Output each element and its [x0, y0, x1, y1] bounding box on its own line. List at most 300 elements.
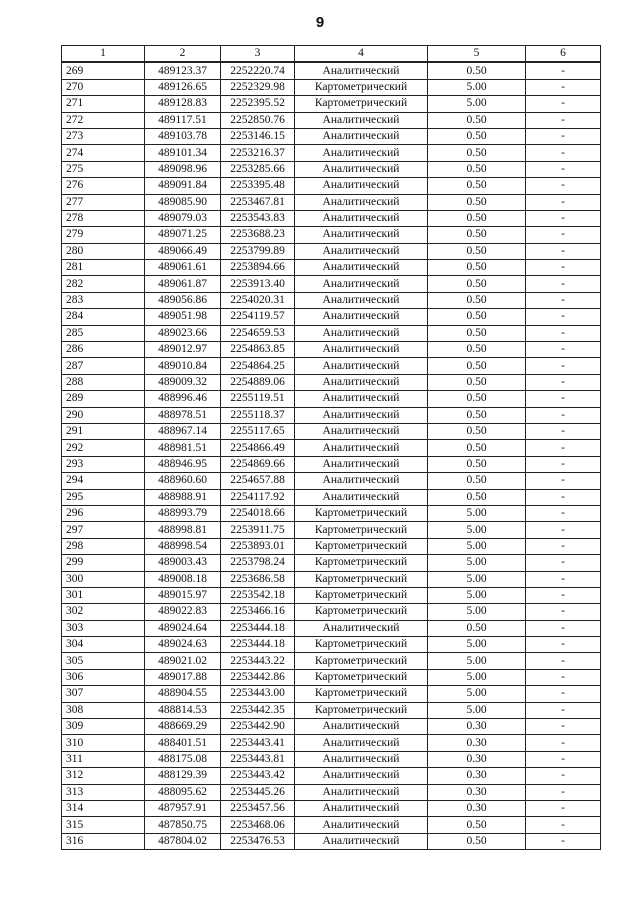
method-cell: Картометрический [295, 637, 428, 653]
method-cell: Аналитический [295, 292, 428, 308]
method-cell: Аналитический [295, 784, 428, 800]
x-coordinate-cell: 487850.75 [145, 817, 221, 833]
point-number-cell: 271 [62, 96, 145, 112]
note-cell: - [526, 571, 601, 587]
x-coordinate-cell: 489126.65 [145, 79, 221, 95]
y-coordinate-cell: 2253443.00 [221, 686, 295, 702]
point-number-cell: 283 [62, 292, 145, 308]
note-cell: - [526, 112, 601, 128]
point-number-cell: 305 [62, 653, 145, 669]
point-number-cell: 312 [62, 768, 145, 784]
method-cell: Аналитический [295, 735, 428, 751]
table-row [62, 686, 601, 702]
y-coordinate-cell: 2253443.42 [221, 768, 295, 784]
point-number-cell: 294 [62, 473, 145, 489]
x-coordinate-cell: 489021.02 [145, 653, 221, 669]
method-cell: Аналитический [295, 210, 428, 226]
method-cell: Аналитический [295, 374, 428, 390]
y-coordinate-cell: 2253443.41 [221, 735, 295, 751]
method-cell: Аналитический [295, 260, 428, 276]
x-coordinate-cell: 488993.79 [145, 505, 221, 521]
note-cell: - [526, 489, 601, 505]
table-row [62, 243, 601, 259]
accuracy-cell: 0.50 [428, 62, 526, 79]
table-row [62, 538, 601, 554]
table-row [62, 653, 601, 669]
method-cell: Картометрический [295, 686, 428, 702]
point-number-cell: 281 [62, 260, 145, 276]
point-number-cell: 303 [62, 620, 145, 636]
point-number-cell: 291 [62, 423, 145, 439]
y-coordinate-cell: 2253467.81 [221, 194, 295, 210]
point-number-cell: 288 [62, 374, 145, 390]
column-header: 2 [145, 46, 221, 63]
x-coordinate-cell: 489061.87 [145, 276, 221, 292]
method-cell: Аналитический [295, 456, 428, 472]
method-cell: Аналитический [295, 227, 428, 243]
point-number-cell: 279 [62, 227, 145, 243]
table-body [62, 62, 601, 849]
accuracy-cell: 0.50 [428, 440, 526, 456]
note-cell: - [526, 522, 601, 538]
table-row [62, 620, 601, 636]
y-coordinate-cell: 2255119.51 [221, 391, 295, 407]
accuracy-cell: 5.00 [428, 669, 526, 685]
y-coordinate-cell: 2253893.01 [221, 538, 295, 554]
point-number-cell: 293 [62, 456, 145, 472]
note-cell: - [526, 227, 601, 243]
point-number-cell: 272 [62, 112, 145, 128]
accuracy-cell: 0.50 [428, 227, 526, 243]
table-row [62, 325, 601, 341]
point-number-cell: 295 [62, 489, 145, 505]
note-cell: - [526, 555, 601, 571]
table-row [62, 128, 601, 144]
y-coordinate-cell: 2253911.75 [221, 522, 295, 538]
point-number-cell: 300 [62, 571, 145, 587]
accuracy-cell: 0.50 [428, 358, 526, 374]
method-cell: Аналитический [295, 161, 428, 177]
y-coordinate-cell: 2253146.15 [221, 128, 295, 144]
table-row [62, 587, 601, 603]
table-row [62, 292, 601, 308]
table-row [62, 62, 601, 79]
x-coordinate-cell: 489003.43 [145, 555, 221, 571]
x-coordinate-cell: 489071.25 [145, 227, 221, 243]
method-cell: Аналитический [295, 276, 428, 292]
table-row [62, 112, 601, 128]
method-cell: Аналитический [295, 489, 428, 505]
x-coordinate-cell: 489098.96 [145, 161, 221, 177]
table-row [62, 407, 601, 423]
x-coordinate-cell: 489017.88 [145, 669, 221, 685]
accuracy-cell: 0.50 [428, 620, 526, 636]
method-cell: Аналитический [295, 768, 428, 784]
note-cell: - [526, 292, 601, 308]
y-coordinate-cell: 2252220.74 [221, 62, 295, 79]
method-cell: Аналитический [295, 62, 428, 79]
method-cell: Аналитический [295, 391, 428, 407]
table-row [62, 473, 601, 489]
note-cell: - [526, 145, 601, 161]
x-coordinate-cell: 489061.61 [145, 260, 221, 276]
y-coordinate-cell: 2253799.89 [221, 243, 295, 259]
point-number-cell: 292 [62, 440, 145, 456]
point-number-cell: 285 [62, 325, 145, 341]
note-cell: - [526, 210, 601, 226]
note-cell: - [526, 276, 601, 292]
x-coordinate-cell: 489015.97 [145, 587, 221, 603]
method-cell: Аналитический [295, 407, 428, 423]
note-cell: - [526, 96, 601, 112]
x-coordinate-cell: 488814.53 [145, 702, 221, 718]
method-cell: Аналитический [295, 719, 428, 735]
accuracy-cell: 0.50 [428, 243, 526, 259]
accuracy-cell: 5.00 [428, 653, 526, 669]
point-number-cell: 299 [62, 555, 145, 571]
method-cell: Аналитический [295, 440, 428, 456]
method-cell: Картометрический [295, 538, 428, 554]
table-row [62, 145, 601, 161]
note-cell: - [526, 768, 601, 784]
point-number-cell: 276 [62, 178, 145, 194]
x-coordinate-cell: 488904.55 [145, 686, 221, 702]
table-row [62, 522, 601, 538]
y-coordinate-cell: 2253395.48 [221, 178, 295, 194]
y-coordinate-cell: 2254119.57 [221, 309, 295, 325]
method-cell: Картометрический [295, 505, 428, 521]
accuracy-cell: 5.00 [428, 571, 526, 587]
x-coordinate-cell: 489117.51 [145, 112, 221, 128]
accuracy-cell: 5.00 [428, 96, 526, 112]
accuracy-cell: 0.30 [428, 768, 526, 784]
note-cell: - [526, 784, 601, 800]
note-cell: - [526, 800, 601, 816]
column-header: 5 [428, 46, 526, 63]
x-coordinate-cell: 488669.29 [145, 719, 221, 735]
y-coordinate-cell: 2253443.81 [221, 751, 295, 767]
x-coordinate-cell: 488981.51 [145, 440, 221, 456]
column-header: 4 [295, 46, 428, 63]
accuracy-cell: 0.30 [428, 800, 526, 816]
accuracy-cell: 0.50 [428, 391, 526, 407]
accuracy-cell: 5.00 [428, 702, 526, 718]
note-cell: - [526, 62, 601, 79]
method-cell: Аналитический [295, 358, 428, 374]
table-row [62, 210, 601, 226]
point-number-cell: 313 [62, 784, 145, 800]
note-cell: - [526, 637, 601, 653]
method-cell: Аналитический [295, 342, 428, 358]
x-coordinate-cell: 489123.37 [145, 62, 221, 79]
x-coordinate-cell: 488095.62 [145, 784, 221, 800]
x-coordinate-cell: 489024.63 [145, 637, 221, 653]
note-cell: - [526, 620, 601, 636]
y-coordinate-cell: 2254866.49 [221, 440, 295, 456]
accuracy-cell: 0.50 [428, 489, 526, 505]
y-coordinate-cell: 2255117.65 [221, 423, 295, 439]
point-number-cell: 311 [62, 751, 145, 767]
table-row [62, 358, 601, 374]
x-coordinate-cell: 489066.49 [145, 243, 221, 259]
accuracy-cell: 0.30 [428, 784, 526, 800]
x-coordinate-cell: 489128.83 [145, 96, 221, 112]
accuracy-cell: 0.50 [428, 194, 526, 210]
column-header: 1 [62, 46, 145, 63]
note-cell: - [526, 243, 601, 259]
point-number-cell: 287 [62, 358, 145, 374]
table-row [62, 604, 601, 620]
note-cell: - [526, 358, 601, 374]
y-coordinate-cell: 2253216.37 [221, 145, 295, 161]
point-number-cell: 301 [62, 587, 145, 603]
method-cell: Картометрический [295, 571, 428, 587]
accuracy-cell: 0.50 [428, 128, 526, 144]
x-coordinate-cell: 489012.97 [145, 342, 221, 358]
y-coordinate-cell: 2253686.58 [221, 571, 295, 587]
y-coordinate-cell: 2253894.66 [221, 260, 295, 276]
table-row [62, 342, 601, 358]
y-coordinate-cell: 2253466.16 [221, 604, 295, 620]
note-cell: - [526, 587, 601, 603]
point-number-cell: 269 [62, 62, 145, 79]
table-row [62, 276, 601, 292]
note-cell: - [526, 128, 601, 144]
accuracy-cell: 0.50 [428, 833, 526, 849]
column-header: 6 [526, 46, 601, 63]
y-coordinate-cell: 2254018.66 [221, 505, 295, 521]
note-cell: - [526, 669, 601, 685]
x-coordinate-cell: 489010.84 [145, 358, 221, 374]
table-row [62, 309, 601, 325]
table-row [62, 702, 601, 718]
method-cell: Аналитический [295, 423, 428, 439]
coordinates-table [61, 45, 601, 850]
note-cell: - [526, 407, 601, 423]
accuracy-cell: 0.50 [428, 374, 526, 390]
y-coordinate-cell: 2253442.35 [221, 702, 295, 718]
accuracy-cell: 0.50 [428, 817, 526, 833]
note-cell: - [526, 178, 601, 194]
x-coordinate-cell: 489009.32 [145, 374, 221, 390]
table-row [62, 456, 601, 472]
accuracy-cell: 5.00 [428, 538, 526, 554]
accuracy-cell: 5.00 [428, 522, 526, 538]
method-cell: Картометрический [295, 522, 428, 538]
point-number-cell: 310 [62, 735, 145, 751]
x-coordinate-cell: 489101.34 [145, 145, 221, 161]
y-coordinate-cell: 2253443.22 [221, 653, 295, 669]
y-coordinate-cell: 2254117.92 [221, 489, 295, 505]
point-number-cell: 274 [62, 145, 145, 161]
note-cell: - [526, 473, 601, 489]
table-row [62, 719, 601, 735]
accuracy-cell: 5.00 [428, 686, 526, 702]
table-row [62, 374, 601, 390]
note-cell: - [526, 161, 601, 177]
y-coordinate-cell: 2253476.53 [221, 833, 295, 849]
table-row [62, 571, 601, 587]
note-cell: - [526, 817, 601, 833]
table-row [62, 489, 601, 505]
point-number-cell: 302 [62, 604, 145, 620]
x-coordinate-cell: 488978.51 [145, 407, 221, 423]
point-number-cell: 297 [62, 522, 145, 538]
x-coordinate-cell: 489023.66 [145, 325, 221, 341]
table-row [62, 669, 601, 685]
accuracy-cell: 0.30 [428, 735, 526, 751]
table-row [62, 391, 601, 407]
accuracy-cell: 0.50 [428, 112, 526, 128]
y-coordinate-cell: 2254864.25 [221, 358, 295, 374]
point-number-cell: 286 [62, 342, 145, 358]
point-number-cell: 307 [62, 686, 145, 702]
note-cell: - [526, 604, 601, 620]
table-row [62, 735, 601, 751]
point-number-cell: 282 [62, 276, 145, 292]
table-row [62, 768, 601, 784]
note-cell: - [526, 423, 601, 439]
point-number-cell: 304 [62, 637, 145, 653]
accuracy-cell: 0.50 [428, 342, 526, 358]
y-coordinate-cell: 2253442.86 [221, 669, 295, 685]
note-cell: - [526, 751, 601, 767]
method-cell: Аналитический [295, 145, 428, 161]
table-row [62, 423, 601, 439]
note-cell: - [526, 719, 601, 735]
table-header-row [62, 46, 601, 63]
table-row [62, 194, 601, 210]
method-cell: Картометрический [295, 702, 428, 718]
note-cell: - [526, 391, 601, 407]
table-row [62, 751, 601, 767]
accuracy-cell: 0.50 [428, 276, 526, 292]
column-header: 3 [221, 46, 295, 63]
method-cell: Картометрический [295, 96, 428, 112]
note-cell: - [526, 374, 601, 390]
accuracy-cell: 0.50 [428, 456, 526, 472]
method-cell: Картометрический [295, 555, 428, 571]
accuracy-cell: 0.30 [428, 719, 526, 735]
y-coordinate-cell: 2253542.18 [221, 587, 295, 603]
table-row [62, 784, 601, 800]
accuracy-cell: 0.50 [428, 407, 526, 423]
accuracy-cell: 0.50 [428, 161, 526, 177]
table-row [62, 817, 601, 833]
x-coordinate-cell: 489008.18 [145, 571, 221, 587]
x-coordinate-cell: 489051.98 [145, 309, 221, 325]
method-cell: Аналитический [295, 178, 428, 194]
note-cell: - [526, 702, 601, 718]
y-coordinate-cell: 2254869.66 [221, 456, 295, 472]
table-row [62, 505, 601, 521]
accuracy-cell: 5.00 [428, 604, 526, 620]
point-number-cell: 315 [62, 817, 145, 833]
accuracy-cell: 5.00 [428, 587, 526, 603]
note-cell: - [526, 309, 601, 325]
x-coordinate-cell: 488967.14 [145, 423, 221, 439]
note-cell: - [526, 735, 601, 751]
method-cell: Аналитический [295, 128, 428, 144]
method-cell: Аналитический [295, 473, 428, 489]
x-coordinate-cell: 489056.86 [145, 292, 221, 308]
accuracy-cell: 0.30 [428, 751, 526, 767]
y-coordinate-cell: 2253442.90 [221, 719, 295, 735]
accuracy-cell: 0.50 [428, 292, 526, 308]
x-coordinate-cell: 488998.54 [145, 538, 221, 554]
note-cell: - [526, 833, 601, 849]
method-cell: Аналитический [295, 243, 428, 259]
method-cell: Аналитический [295, 194, 428, 210]
x-coordinate-cell: 487804.02 [145, 833, 221, 849]
note-cell: - [526, 686, 601, 702]
note-cell: - [526, 440, 601, 456]
table-row [62, 833, 601, 849]
y-coordinate-cell: 2254889.06 [221, 374, 295, 390]
method-cell: Картометрический [295, 587, 428, 603]
x-coordinate-cell: 489022.83 [145, 604, 221, 620]
table-row [62, 79, 601, 95]
note-cell: - [526, 79, 601, 95]
y-coordinate-cell: 2253468.06 [221, 817, 295, 833]
table-row [62, 227, 601, 243]
y-coordinate-cell: 2253688.23 [221, 227, 295, 243]
method-cell: Аналитический [295, 309, 428, 325]
note-cell: - [526, 456, 601, 472]
x-coordinate-cell: 488175.08 [145, 751, 221, 767]
point-number-cell: 277 [62, 194, 145, 210]
method-cell: Картометрический [295, 653, 428, 669]
y-coordinate-cell: 2253913.40 [221, 276, 295, 292]
point-number-cell: 316 [62, 833, 145, 849]
point-number-cell: 284 [62, 309, 145, 325]
accuracy-cell: 0.50 [428, 178, 526, 194]
point-number-cell: 308 [62, 702, 145, 718]
y-coordinate-cell: 2253444.18 [221, 637, 295, 653]
y-coordinate-cell: 2252395.52 [221, 96, 295, 112]
x-coordinate-cell: 488946.95 [145, 456, 221, 472]
method-cell: Картометрический [295, 669, 428, 685]
method-cell: Аналитический [295, 800, 428, 816]
accuracy-cell: 0.50 [428, 309, 526, 325]
note-cell: - [526, 538, 601, 554]
y-coordinate-cell: 2253285.66 [221, 161, 295, 177]
x-coordinate-cell: 488998.81 [145, 522, 221, 538]
note-cell: - [526, 194, 601, 210]
point-number-cell: 280 [62, 243, 145, 259]
x-coordinate-cell: 489024.64 [145, 620, 221, 636]
accuracy-cell: 5.00 [428, 555, 526, 571]
accuracy-cell: 5.00 [428, 505, 526, 521]
x-coordinate-cell: 488129.39 [145, 768, 221, 784]
accuracy-cell: 0.50 [428, 423, 526, 439]
page-number: 9 [315, 14, 325, 31]
y-coordinate-cell: 2252850.76 [221, 112, 295, 128]
accuracy-cell: 0.50 [428, 325, 526, 341]
x-coordinate-cell: 488960.60 [145, 473, 221, 489]
table-row [62, 555, 601, 571]
x-coordinate-cell: 488996.46 [145, 391, 221, 407]
point-number-cell: 296 [62, 505, 145, 521]
method-cell: Аналитический [295, 620, 428, 636]
point-number-cell: 289 [62, 391, 145, 407]
x-coordinate-cell: 488401.51 [145, 735, 221, 751]
accuracy-cell: 0.50 [428, 260, 526, 276]
method-cell: Аналитический [295, 817, 428, 833]
y-coordinate-cell: 2253444.18 [221, 620, 295, 636]
note-cell: - [526, 260, 601, 276]
accuracy-cell: 0.50 [428, 145, 526, 161]
